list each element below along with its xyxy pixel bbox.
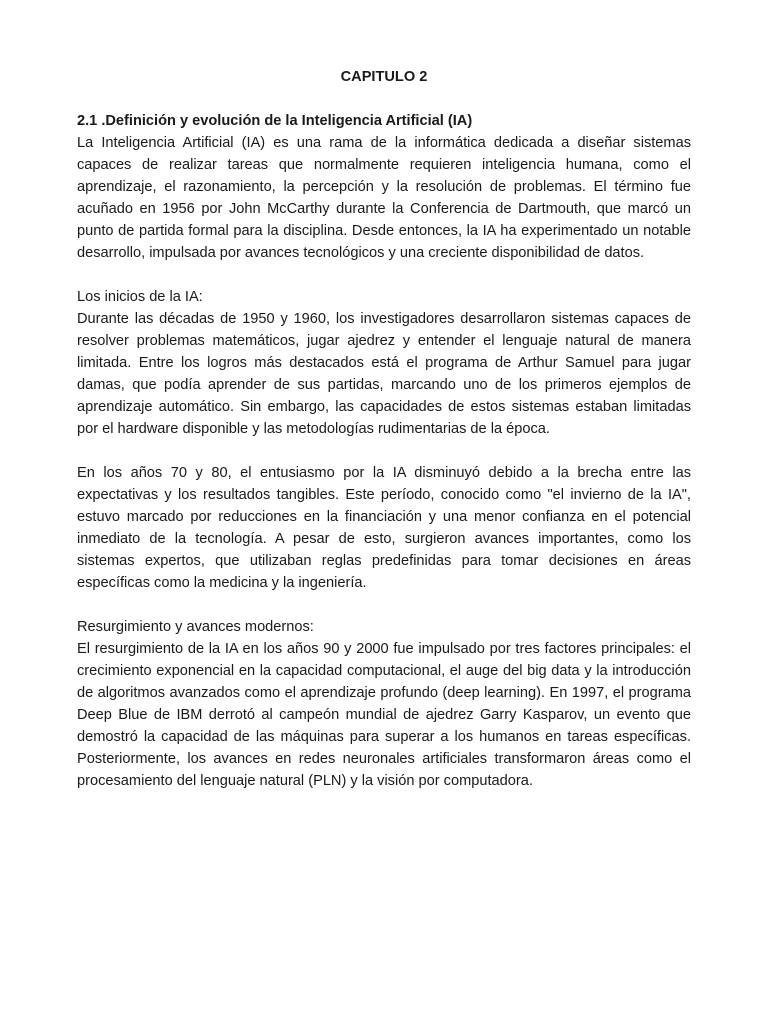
section-heading: 2.1 .Definición y evolución de la Inteligencia Artificial (IA) bbox=[77, 113, 473, 129]
resurgence-heading: Resurgimiento y avances modernos: bbox=[77, 619, 314, 635]
ai-winter-paragraph: En los años 70 y 80, el entusiasmo por la IA disminuyó debido a la brecha entre las expectativas y los resultados tangibles. Este período, conocido como "el invierno de la IA", estuvo marcado por reducciones en la financiación y una menor confianza en el potencial inmediato de la tecnología. A pesar de esto, surgieron avances importantes, como los sistemas expertos, que utilizaban reglas predefinidas para tomar decisiones en áreas específicas como la medicina y la ingeniería. bbox=[77, 465, 691, 591]
chapter-title: CAPITULO 2 bbox=[340, 69, 428, 85]
origins-paragraph: Durante las décadas de 1950 y 1960, los investigadores desarrollaron sistemas capaces de resolver problemas matemáticos, jugar ajedrez y entender el lenguaje natural de manera limitada. Entre los logros más destacados está el programa de Arthur Samuel para jugar damas, que podía aprender de sus partidas, marcando uno de los primeros ejemplos de aprendizaje automático. Sin embargo, las capacidades de estos sistemas estaban limitadas por el hardware disponible y las metodologías rudimentarias de la época. bbox=[77, 311, 691, 437]
origins-heading: Los inicios de la IA: bbox=[77, 289, 203, 305]
resurgence-paragraph: El resurgimiento de la IA en los años 90 y 2000 fue impulsado por tres factores principales: el crecimiento exponencial en la capacidad computacional, el auge del big data y la introducción de algoritmos avanzados como el aprendizaje profundo (deep learning). En 1997, el programa Deep Blue de IBM derrotó al campeón mundial de ajedrez Garry Kasparov, un evento que demostró la capacidad de las máquinas para superar a los humanos en tareas específicas. Posteriormente, los avances en redes neuronales artificiales transformaron áreas como el procesamiento del lenguaje natural (PLN) y la visión por computadora. bbox=[77, 641, 691, 789]
intro-paragraph: La Inteligencia Artificial (IA) es una rama de la informática dedicada a diseñar sistemas capaces de realizar tareas que normalmente requieren inteligencia humana, como el aprendizaje, el razonamiento, la percepción y la resolución de problemas. El término fue acuñado en 1956 por John McCarthy durante la Conferencia de Dartmouth, que marcó un punto de partida formal para la disciplina. Desde entonces, la IA ha experimentado un notable desarrollo, impulsada por avances tecnológicos y una creciente disponibilidad de datos. bbox=[77, 135, 691, 261]
document-page bbox=[77, 66, 691, 814]
